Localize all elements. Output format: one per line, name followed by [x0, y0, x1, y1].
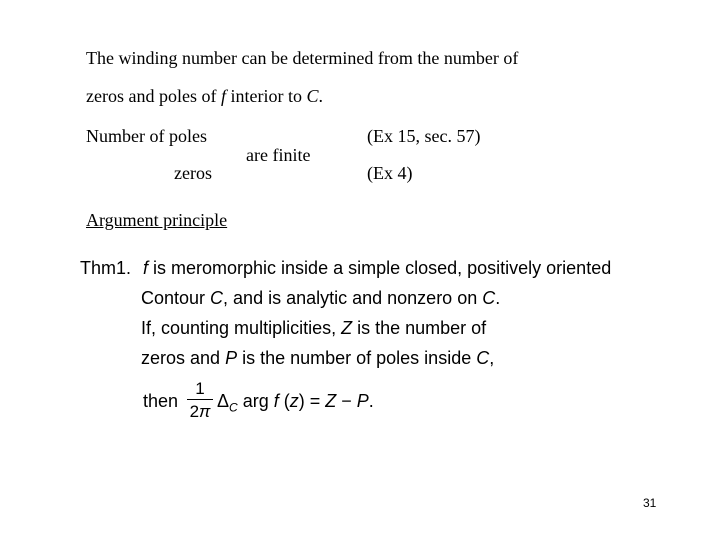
- intro-line-2-end: .: [318, 86, 323, 106]
- theorem-contour-symbol: C: [210, 288, 224, 308]
- fraction-den-two: 2: [189, 402, 200, 421]
- fraction-bar: [187, 399, 213, 400]
- then-word-text: then: [143, 391, 179, 411]
- theorem-line-3-a: If, counting multiplicities,: [141, 318, 342, 338]
- ref-poles: [367, 126, 480, 147]
- intro-line-1: [86, 48, 518, 69]
- theorem-f-symbol: f: [143, 258, 149, 278]
- minus-sign: −: [336, 391, 357, 411]
- ref-zeros-text: (Ex 4): [367, 163, 413, 183]
- intro-line-2: [86, 86, 323, 107]
- theorem-contour-symbol-2: C: [482, 288, 496, 308]
- theorem-line-3: [141, 318, 486, 339]
- theorem-line-4-c: ,: [489, 348, 495, 368]
- formula-f-symbol: f: [273, 391, 279, 411]
- zeros-label-text: zeros: [174, 163, 212, 183]
- theorem-z-symbol: Z: [341, 318, 353, 338]
- theorem-line-4-a: zeros and: [141, 348, 226, 368]
- section-heading: [86, 210, 227, 231]
- fraction-denominator: [187, 402, 213, 421]
- are-finite: [246, 145, 310, 166]
- delta-subscript: C: [229, 400, 238, 415]
- theorem-p-symbol: P: [225, 348, 238, 368]
- ref-zeros: [367, 163, 412, 184]
- close-paren: ): [298, 391, 305, 411]
- function-symbol: f: [220, 86, 226, 106]
- contour-symbol: C: [306, 86, 319, 106]
- fraction-numerator: 1: [195, 379, 205, 398]
- delta-symbol: Δ: [217, 391, 230, 411]
- z-variable: z: [289, 391, 299, 411]
- intro-line-1-text: The winding number can be determined from the number of: [86, 48, 519, 68]
- theorem-line-3-b: is the number of: [352, 318, 487, 338]
- pi-symbol: π: [199, 402, 211, 421]
- section-heading-text: Argument principle: [86, 210, 228, 230]
- theorem-line-4: [141, 348, 494, 369]
- formula-p-symbol: P: [356, 391, 369, 411]
- are-finite-text: are finite: [246, 145, 311, 165]
- formula-z-symbol: Z: [325, 391, 337, 411]
- zeros-label: [174, 163, 212, 184]
- page-number: [643, 496, 656, 510]
- poles-label-text: Number of poles: [86, 126, 207, 146]
- page-number-text: 31: [643, 496, 657, 510]
- theorem-line-1-text: is meromorphic inside a simple closed, positively oriented: [148, 258, 612, 278]
- formula-rhs: [217, 391, 374, 415]
- theorem-line-4-b: is the number of poles inside: [237, 348, 477, 368]
- fraction: [187, 379, 213, 421]
- then-word: [143, 391, 178, 412]
- theorem-line-2-b: , and is analytic and nonzero on: [223, 288, 483, 308]
- formula-period: .: [368, 391, 374, 411]
- theorem-label: [80, 258, 131, 279]
- theorem-line-2-c: .: [495, 288, 501, 308]
- theorem-line-2: [141, 288, 500, 309]
- theorem-line-1: [143, 258, 611, 279]
- intro-line-2-mid: interior to: [225, 86, 307, 106]
- poles-label: [86, 126, 207, 147]
- open-paren: (: [278, 391, 290, 411]
- theorem-contour-symbol-3: C: [476, 348, 490, 368]
- theorem-line-2-a: Contour: [141, 288, 211, 308]
- theorem-label-text: Thm1.: [80, 258, 132, 278]
- ref-poles-text: (Ex 15, sec. 57): [367, 126, 481, 146]
- arg-word: arg: [237, 391, 274, 411]
- equals-sign: =: [304, 391, 326, 411]
- intro-line-2-text: zeros and poles of: [86, 86, 221, 106]
